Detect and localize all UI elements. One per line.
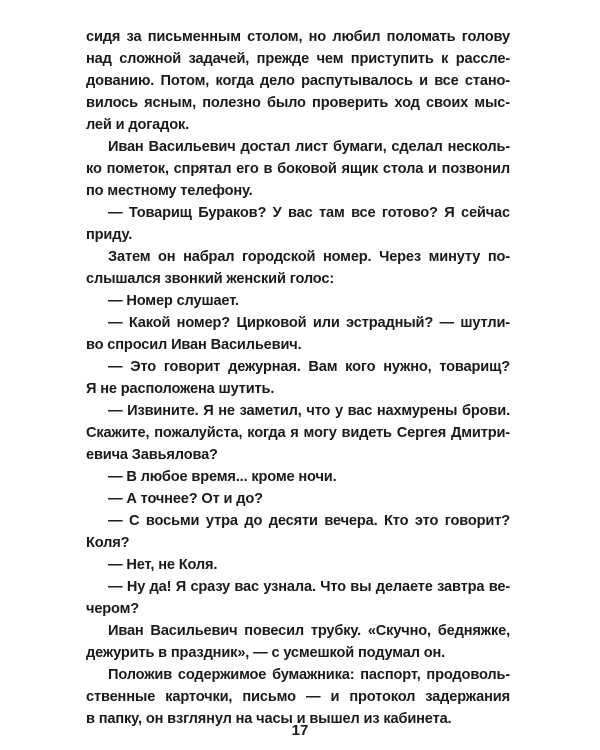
text-line: во спросил Иван Васильевич. bbox=[86, 337, 302, 353]
text-line: по местному телефону. bbox=[86, 183, 253, 199]
text-line: дежурить в праздник», — с усмешкой подумал он. bbox=[86, 645, 446, 661]
text-line: вилось ясным, полезно было проверить ход своих мыс- bbox=[86, 95, 510, 111]
text-line: — Какой номер? Цирковой или эстрадный? — шутли- bbox=[108, 315, 510, 331]
text-line: Коля? bbox=[86, 535, 130, 551]
text-line: — Это говорит дежурная. Вам кого нужно, товарищ? bbox=[108, 359, 510, 375]
text-line: чером? bbox=[86, 601, 140, 617]
text-line: — В любое время... кроме ночи. bbox=[108, 469, 337, 485]
text-line: — А точнее? От и до? bbox=[108, 491, 263, 507]
text-line: Я не расположена шутить. bbox=[86, 381, 275, 397]
text-line: евича Завьялова? bbox=[86, 447, 218, 463]
text-line: ственные карточки, письмо — и протокол задержания bbox=[86, 689, 510, 705]
text-line: Положив содержимое бумажника: паспорт, продоволь- bbox=[108, 667, 510, 683]
text-line: в папку, он взглянул на часы и вышел из кабинета. bbox=[86, 711, 452, 727]
text-line: над сложной задачей, прежде чем приступить к рассле- bbox=[86, 51, 510, 67]
text-line: Скажите, пожалуйста, когда я могу видеть Сергея Дмитри- bbox=[86, 425, 510, 441]
text-line: — Ну да! Я сразу вас узнала. Что вы делаете завтра ве- bbox=[108, 579, 510, 595]
text-line: Иван Васильевич достал лист бумаги, сделал несколь- bbox=[108, 139, 510, 155]
text-line: дованию. Потом, когда дело распутывалось и все стано- bbox=[86, 73, 510, 89]
text-line: приду. bbox=[86, 227, 133, 243]
text-line: ко пометок, спрятал его в боковой ящик стола и позвонил bbox=[86, 161, 510, 177]
page-text bbox=[86, 26, 510, 730]
text-line: слышался звонкий женский голос: bbox=[86, 271, 335, 287]
page-number: 17 bbox=[291, 722, 309, 739]
text-line: — Нет, не Коля. bbox=[108, 557, 218, 573]
text-line: лей и догадок. bbox=[86, 117, 190, 133]
text-line: Затем он набрал городской номер. Через минуту по- bbox=[108, 249, 510, 265]
text-line: — С восьми утра до десяти вечера. Кто это говорит? bbox=[108, 513, 510, 529]
text-line: — Извините. Я не заметил, что у вас нахмурены брови. bbox=[108, 403, 510, 419]
text-line: сидя за письменным столом, но любил поломать голову bbox=[86, 29, 510, 45]
text-line: — Номер слушает. bbox=[108, 293, 239, 309]
text-line: — Товарищ Бураков? У вас там все готово? Я сейчас bbox=[108, 205, 510, 221]
text-line: Иван Васильевич повесил трубку. «Скучно, бедняжке, bbox=[108, 623, 510, 639]
